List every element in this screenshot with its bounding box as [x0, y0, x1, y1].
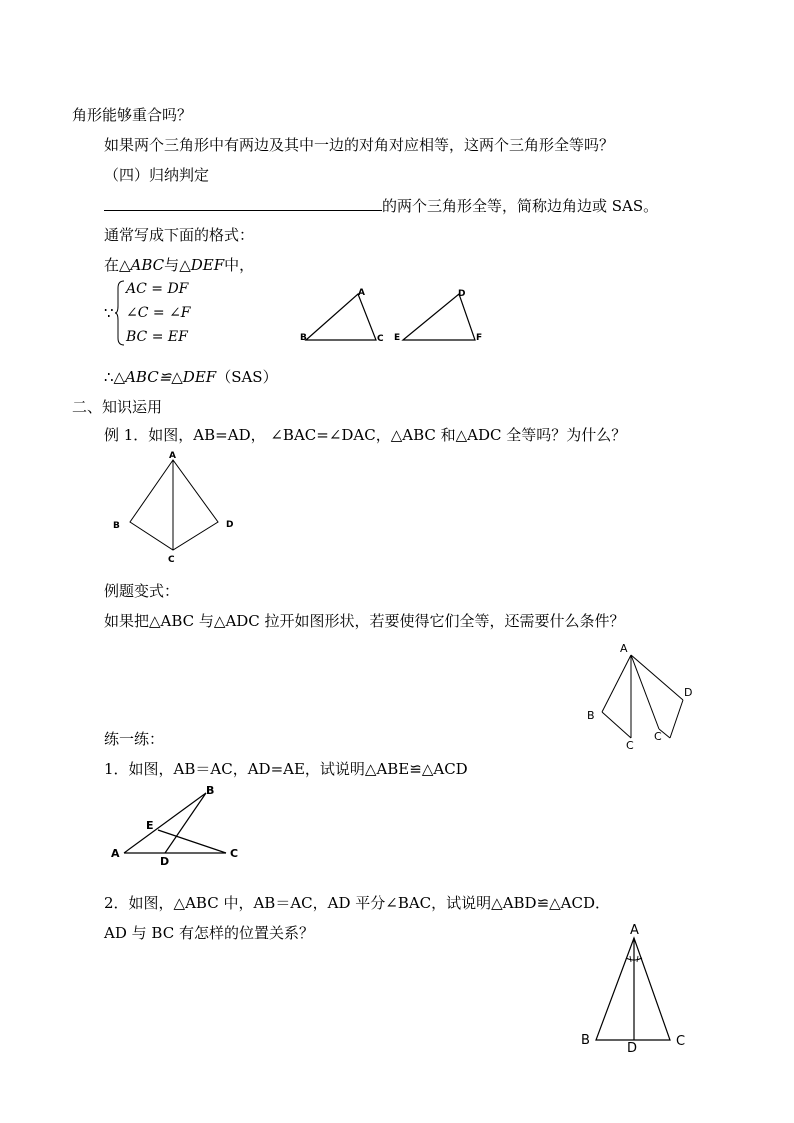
text-and: 与 — [164, 256, 180, 274]
text-in-triangles — [104, 256, 254, 274]
label-c1: C — [626, 739, 634, 752]
label-d: D — [684, 686, 693, 699]
answer-blank[interactable] — [104, 196, 382, 211]
label-c: C — [230, 847, 239, 860]
variant-heading: 例题变式： — [104, 582, 180, 600]
practice-1: 1．如图，AB＝AC，AD=AE，试说明△ABE≌△ACD — [104, 760, 468, 778]
variant-question: 如果把△ABC 与△ADC 拉开如图形状，若要使得它们全等，还需要什么条件？ — [104, 612, 625, 630]
text-middle: 中， — [224, 256, 255, 274]
conclusion-reason: （SAS） — [216, 368, 278, 386]
label-d: D — [458, 289, 466, 299]
condition-bc-ef: BC = EF — [126, 329, 188, 345]
text-line-1: 角形能够重合吗？ — [72, 106, 193, 124]
triangle-def: △DEF — [179, 256, 225, 274]
practice-2: 2．如图，△ABC 中，AB＝AC，AD 平分∠BAC，试说明△ABD≌△ACD． — [104, 894, 611, 912]
label-a: A — [169, 451, 176, 461]
figure-triangle-def — [393, 288, 493, 348]
label-c: C — [676, 1034, 686, 1049]
because-symbol: ∵ — [104, 304, 114, 322]
conclusion-line — [104, 368, 278, 386]
text-in: 在 — [104, 256, 120, 274]
label-b: B — [581, 1033, 590, 1048]
text-line-2: 如果两个三角形中有两边及其中一边的对角对应相等，这两个三角形全等吗？ — [104, 136, 615, 154]
label-a: A — [111, 847, 120, 860]
label-b: B — [587, 709, 595, 722]
section-two-heading: 二、知识运用 — [72, 398, 163, 416]
label-d: D — [160, 855, 170, 868]
label-b: B — [206, 784, 215, 797]
figure-practice-1 — [108, 784, 248, 868]
practice-heading: 练一练： — [104, 730, 165, 748]
therefore-symbol: ∴ — [104, 368, 114, 386]
label-a: A — [630, 923, 639, 938]
label-a: A — [620, 642, 628, 655]
label-b: B — [113, 521, 120, 531]
conclusion-congruence: △ABC≌△DEF — [113, 368, 217, 386]
text-format: 通常写成下面的格式： — [104, 226, 255, 244]
practice-2-followup: AD 与 BC 有怎样的位置关系？ — [104, 924, 314, 942]
label-c: C — [377, 334, 384, 344]
fill-in-text: 的两个三角形全等，简称边角边或 SAS。 — [382, 197, 659, 215]
figure-example-1 — [110, 450, 240, 565]
fill-in-line — [104, 196, 658, 215]
condition-brace — [114, 280, 126, 346]
label-d: D — [226, 520, 234, 530]
label-a: A — [358, 288, 365, 298]
heading-induction: （四）归纳判定 — [104, 166, 210, 184]
figure-variant — [584, 640, 704, 750]
label-c: C — [168, 555, 175, 565]
label-e: E — [146, 819, 154, 832]
condition-ac-df: AC = DF — [126, 281, 189, 297]
label-e: E — [394, 333, 401, 343]
triangle-abc: △ABC — [119, 256, 165, 274]
label-c2: C — [654, 730, 662, 743]
condition-angle-c-f: ∠C = ∠F — [126, 305, 191, 321]
label-d: D — [627, 1041, 638, 1056]
figure-practice-2 — [576, 918, 696, 1058]
figure-triangle-abc — [298, 288, 388, 348]
label-f: F — [476, 333, 483, 343]
label-b: B — [300, 333, 307, 343]
example-1: 例 1．如图，AB=AD， ∠BAC=∠DAC，△ABC 和△ADC 全等吗？为什么？ — [104, 426, 627, 444]
